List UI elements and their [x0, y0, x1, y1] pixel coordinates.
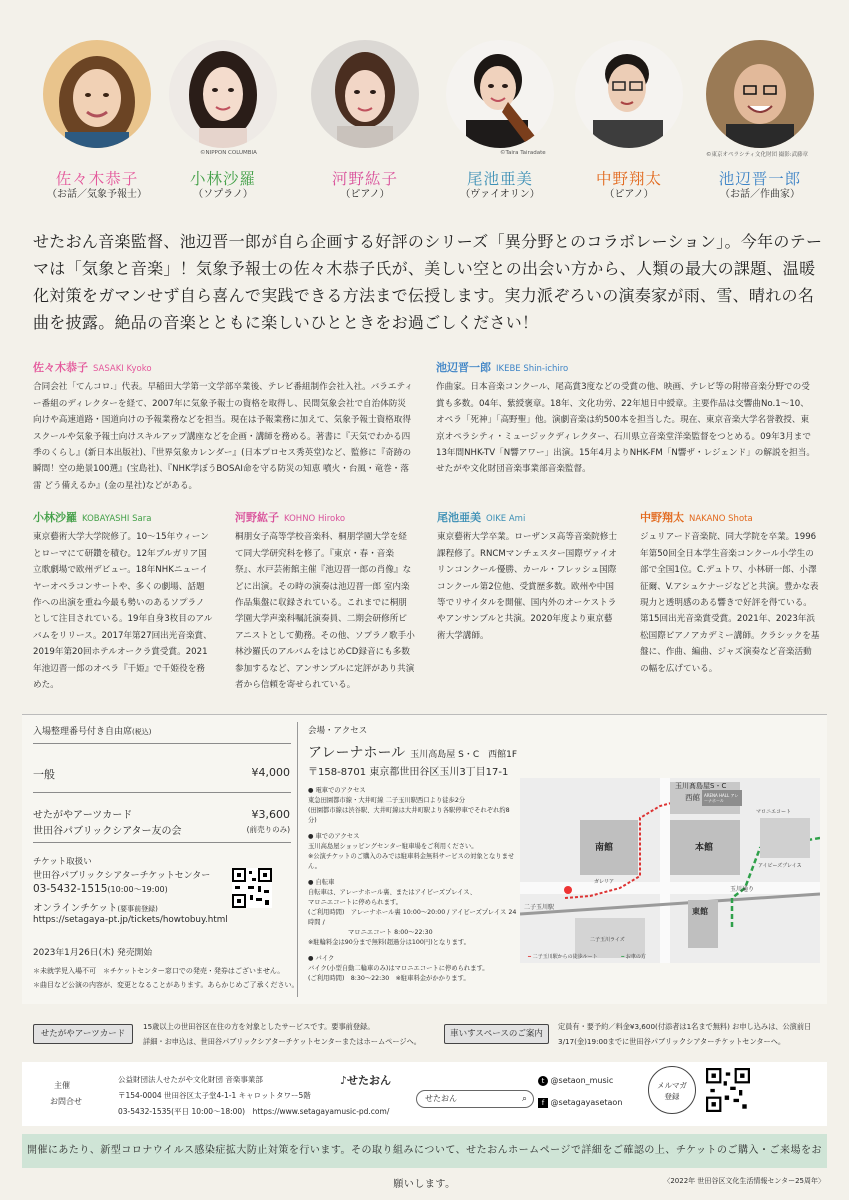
- wheelchair-text-2: 3/17(金)19:00までに世田谷パブリックシアターチケットセンターへ。: [558, 1037, 786, 1046]
- organizer-name: 公益財団法人せたがや文化財団 音楽事業部: [118, 1075, 263, 1084]
- ticket-rule-3: [33, 842, 291, 843]
- access-car-line-2: ※公演チケットのご購入のみでは駐車料金無料サービスの対象となりません。: [308, 853, 515, 870]
- map-ivys: [760, 818, 810, 858]
- facebook-handle: @setagayasetaon: [550, 1098, 623, 1107]
- bio-oike-roman: OIKE Ami: [486, 514, 526, 524]
- ticket-header-label: 入場整理番号付き自由席: [33, 727, 133, 737]
- bio-ikebe-text: 作曲家。日本音楽コンクール、尾高賞3度などの受賞の他、映画、テレビ等の附帯音楽分野での受賞も多数。04年、紫綬褒章。18年、文化功労、22年旭日中綬章。主要作品は交響曲No.1〜10、オペラ「死神」「高野聖」他。演劇音楽は約500本を担当した。現在、東京音楽大学名誉教授、東京オペラシティ・ミュージックディレクター、石川県立音楽堂洋楽監督をつとめる。09年3月まで13年間NHK-TV「N響アワー」出演。15年4月よりNHK-FM「N響ザ・レジェンド」の解説を担当。せたがや文化財団音楽事業部音楽監督。: [436, 382, 815, 475]
- map-label-tamagawa-dori: 玉川通り: [730, 886, 755, 893]
- access-car-line-1: 玉川高島屋ショッピングセンター駐車場をご利用ください。: [308, 843, 478, 850]
- ticket-url-link[interactable]: https://setagaya-pt.jp/tickets/howtobuy.html: [33, 915, 228, 925]
- ticket-phone-number[interactable]: 03-5432-1515: [33, 883, 108, 895]
- member-label-2: 世田谷パブリックシアター友の会: [33, 826, 182, 837]
- access-car-heading: ● 車でのアクセス: [308, 833, 360, 840]
- map-legend: [528, 953, 646, 960]
- footer-note: 〈2022年 世田谷区文化生活情報センター25周年〉: [663, 1177, 825, 1185]
- portrait-kohno: [311, 40, 419, 148]
- mailmag-label-2: 登録: [664, 1092, 680, 1101]
- access-train-line-1: 東急田園都市線・大井町線 二子玉川駅西口より徒歩2分: [308, 797, 466, 804]
- ticket-rule-2: [33, 792, 291, 793]
- map-label-arena: ARENA HALL アレーナホール: [704, 793, 739, 803]
- access-map: [520, 778, 820, 963]
- photo-credit-oike: ©Taira Tairadate: [500, 150, 546, 156]
- mailmag-label-1: メルマガ: [657, 1081, 687, 1090]
- mailmag-button[interactable]: [648, 1066, 696, 1114]
- bio-ikebe: [436, 360, 816, 478]
- performer-name-kobayashi: 小林沙羅: [189, 170, 256, 188]
- venue-hall-name: アレーナホール: [308, 745, 406, 761]
- twitter-icon: t: [538, 1076, 548, 1086]
- map-label-nishikan: 西館: [685, 793, 700, 802]
- bio-oike-name: 尾池亜美: [437, 511, 481, 524]
- arts-card-label: せたがやアーツカード: [33, 1024, 133, 1044]
- arts-card-text-1: 15歳以上の世田谷区在住の方を対象としたサービスです。要事前登録。: [143, 1022, 375, 1031]
- arts-card-text-2: 詳細・お申込は、世田谷パブリックシアターチケットセンターまたはホームページへ。: [143, 1037, 421, 1046]
- access-bike-line-5: ※駐輪料金は90分まで無料(超過分は100円)となります。: [308, 939, 470, 946]
- access-bike-line-3: (ご利用時間) アレーナホール裏 10:00〜20:00 / アイビーズプレイス 24時間 /: [308, 909, 517, 926]
- access-bike-line-2: マロニエコートに停められます。: [308, 899, 402, 906]
- performer-name-nakano: 中野翔太: [595, 170, 662, 188]
- portrait-nakano: [575, 40, 683, 148]
- map-label-marronnier: マロニエコート: [756, 809, 792, 815]
- ticket-header: [33, 724, 151, 737]
- map-label-east-building: 玉川髙島屋S・C: [675, 782, 727, 790]
- map-legend-walk: 二子玉川駅からの徒歩ルート: [532, 954, 598, 960]
- general-label: 一般: [33, 768, 55, 781]
- ticket-header-note: (税込): [132, 728, 152, 736]
- organizer-label-2: お問合せ: [50, 1097, 82, 1106]
- bio-nakano-text: ジュリアード音楽院、同大学院を卒業。1996年第50回全日本学生音楽コンクール小学生の部で全国1位。C.デュトワ、小林研一郎、小澤征爾、V.アシュケナージなどと共演。豊かな表現力と透明感のある響きで好評を得ている。第15回出光音楽賞受賞。2021年、2023年浜松国際ピアノアカデミー講師。クラシックを基盤に、作曲、編曲、ジャズ演奏など音楽活動の幅を広げている。: [640, 532, 820, 674]
- organizer-phone: [118, 1106, 389, 1117]
- ticket-phone-hours: (10:00〜19:00): [107, 885, 168, 894]
- access-bike-line-4: マロニエコート 8:00〜22:30: [348, 929, 433, 936]
- facebook-icon: f: [538, 1098, 548, 1108]
- online-ticket-note: (要事前登録): [117, 905, 158, 913]
- search-icon: ⌕: [521, 1094, 527, 1104]
- bio-kobayashi-name: 小林沙羅: [33, 511, 77, 524]
- performer-role-nakano: （ピアノ）: [604, 189, 654, 200]
- release-date: 2023年1月26日(木) 発売開始: [33, 948, 153, 958]
- music-note-icon: ♪: [340, 1074, 348, 1087]
- bio-nakano: [640, 510, 820, 677]
- member-price: ¥3,600: [251, 808, 290, 821]
- performer-role-sasaki: （お話／気象予報士）: [47, 189, 147, 200]
- photo-credit-kobayashi: ©NIPPON COLUMBIA: [200, 150, 257, 156]
- online-ticket: [33, 900, 158, 914]
- bio-sasaki-text: 合同会社「てんコロ.」代表。早稲田大学第一文学部卒業後、テレビ番組制作会社入社。バラエティー番組のディレクターを経て、2007年に気象予報士の資格を取得し、民間気象会社で自治体防災向けや高速道路・国道向けの予報業務などを担当。現在は予報業務に加えて、気象予報士資格取得スクールや気象予報士向けスキルアップ講座などを企画・講師を務める。著書に『天気でわかる四季のくらし』(新日本出版社)、『世界気象カレンダー』(日本プロセス秀英堂)など、監修に『奇跡の瞬間！空の絶景100選』(宝島社)、『NHK学ぼうBOSAI命を守る防災の知恵 噴火・台風・竜巻・落雷 どう備えるか』(金の星社)などがある。: [33, 382, 413, 491]
- map-label-ivys: アイビーズプレイス: [758, 863, 802, 869]
- bio-nakano-roman: NAKANO Shota: [689, 514, 753, 524]
- map-label-station: 二子玉川駅: [524, 904, 555, 911]
- map-legend-walk-line: ━: [528, 954, 533, 960]
- map-label-honkan: 本館: [695, 843, 714, 853]
- photo-credit-ikebe: ©東京オペラシティ文化財団 撮影:武藤章: [706, 152, 809, 158]
- setaon-logo-text: せたおん: [347, 1074, 392, 1087]
- organizer-address: 〒154-0004 世田谷区太子堂4-1-1 キャロットタワー5階: [118, 1091, 311, 1100]
- mailmag-qr-code[interactable]: [706, 1068, 750, 1112]
- wheelchair-text-1: 定員有・要予約／料金¥3,600(付添者は1名まで無料) お申し込みは、公演前日: [558, 1022, 812, 1031]
- ticket-rule-1: [33, 743, 291, 744]
- covid-notice-banner: 開催にあたり、新型コロナウイルス感染症拡大防止対策を行います。その取り組みについて、せたおんホームページで詳細をご確認の上、チケットのご購入・ご来場をお願いします。: [22, 1134, 827, 1168]
- wheelchair-label: 車いすスペースのご案内: [444, 1024, 549, 1044]
- bio-sasaki-roman: SASAKI Kyoko: [93, 364, 152, 374]
- bio-sasaki-name: 佐々木恭子: [33, 361, 88, 374]
- performer-name-kohno: 河野紘子: [331, 170, 398, 188]
- access-moto-heading: ● バイク: [308, 955, 335, 962]
- map-label-minamikan: 南館: [595, 843, 614, 853]
- bio-nakano-name: 中野翔太: [640, 511, 684, 524]
- portrait-kobayashi: [169, 40, 277, 148]
- twitter-link[interactable]: [538, 1076, 613, 1086]
- organizer-label-1: 主催: [54, 1081, 70, 1090]
- bio-kohno-roman: KOHNO Hiroko: [284, 514, 346, 524]
- map-label-rise: 二子玉川ライズ: [590, 937, 625, 943]
- setaon-logo: [340, 1072, 391, 1088]
- bio-kohno: [235, 510, 415, 693]
- venue-heading: 会場・アクセス: [308, 726, 368, 736]
- access-train-heading: ● 電車でのアクセス: [308, 787, 366, 794]
- member-label-1: せたがやアーツカード: [33, 810, 133, 821]
- organizer-web-link[interactable]: https://www.setagayamusic-pd.com/: [252, 1107, 390, 1116]
- bio-oike-text: 東京藝術大学卒業。ローザンヌ高等音楽院修士課程修了。RNCMマンチェスター国際ヴァイオリンコンクール優勝、カール・フレッシュ国際コンクール第2位他、受賞歴多数。欧州や中国等でリサイタルを開催、国内外のオーケストラやアンサンブルと共演。2020年度より東京藝術大学講師。: [437, 532, 617, 641]
- bio-kohno-text: 桐朋女子高等学校音楽科、桐朋学園大学を経て同大学研究科を修了。『東京・春・音楽祭』、水戸芸術館主催『池辺晋一郎の肖像』などに出演。その時の演奏は池辺晋一郎 室内楽作品集盤に収録されている。これまでに桐朋学園大学声楽科嘱託演奏員、二期会研修所ピアニストとして勤務。その他、ソプラノ歌手小林沙羅氏のアルバムをはじめCD録音にも多数参加するなど、アンサンブルに定評があり共演者から信頼を寄せられている。: [235, 532, 415, 691]
- performer-role-kohno: （ピアノ）: [340, 189, 390, 200]
- access-bike-line-1: 自転車は、アレーナホール裏、またはアイビーズプレイス、: [308, 889, 477, 896]
- member-note: (前売りのみ): [246, 825, 290, 834]
- bio-oike: [437, 510, 617, 644]
- access-train-line-2: (田園都市線は渋谷駅、大井町線は大井町駅より各駅停車でそれぞれ約8分): [308, 807, 510, 824]
- intro-text: せたおん音楽監督、池辺晋一郎が自ら企画する好評のシリーズ「異分野とのコラボレーション」。今年のテーマは「気象と音楽」！気象予報士の佐々木恭子氏が、美しい空との出会い方から、人類の最大の課題、温暖化対策をガマンせず自ら喜んで実践できる方法まで伝授します。実力派ぞろいの演奏家が雨、雪、晴れの名曲を披露。絶品の音楽とともに楽しいひとときをお過ごしください！: [33, 232, 823, 332]
- venue-address: 〒158-8701 東京都世田谷区玉川3丁目17-1: [308, 767, 509, 778]
- performer-name-oike: 尾池亜美: [466, 170, 533, 188]
- access-bike-heading: ● 自転車: [308, 879, 335, 886]
- panel-divider: [297, 722, 298, 997]
- portrait-oike: [446, 40, 554, 148]
- ticket-center-name: 世田谷パブリックシアターチケットセンター: [33, 871, 211, 881]
- general-price: ¥4,000: [251, 766, 290, 779]
- performer-role-kobayashi: （ソプラノ）: [193, 189, 253, 200]
- ticket-qr-code[interactable]: [232, 868, 272, 908]
- bio-sasaki: [33, 360, 413, 494]
- bio-ikebe-roman: IKEBE Shin-ichiro: [496, 364, 569, 374]
- ticket-handling-title: チケット取扱い: [33, 857, 92, 867]
- performer-name-ikebe: 池辺晋一郎: [718, 170, 802, 188]
- ticket-note-2: ＊曲目など公演の内容が、変更となることがあります。あらかじめご了承ください。: [33, 981, 299, 989]
- performer-role-oike: （ヴァイオリン）: [460, 189, 540, 200]
- bio-ikebe-name: 池辺晋一郎: [436, 361, 491, 374]
- facebook-link[interactable]: [538, 1098, 622, 1108]
- performer-role-ikebe: （お話／作曲家）: [720, 189, 800, 200]
- organizer-phone-number[interactable]: 03-5432-1535(平日 10:00〜18:00): [118, 1107, 246, 1116]
- map-label-higashikan: 東館: [692, 907, 708, 916]
- bio-kobayashi-roman: KOBAYASHI Sara: [82, 514, 152, 524]
- access-moto-line-2: (ご利用時間) 8:30〜22:30 ※駐車料金がかかります。: [308, 975, 470, 982]
- ticket-note-1: ＊未就学児入場不可 ＊チケットセンター窓口での発売・発券はございません。: [33, 967, 285, 975]
- bio-kohno-name: 河野紘子: [235, 511, 279, 524]
- venue-hall-sub: 玉川高島屋 S・C 西館1F: [410, 750, 518, 760]
- performer-name-sasaki: 佐々木恭子: [55, 170, 139, 188]
- twitter-handle: @setaon_music: [550, 1076, 614, 1085]
- bio-kobayashi: [33, 510, 213, 693]
- portrait-sasaki: [43, 40, 151, 148]
- map-legend-car-line: ━: [621, 954, 626, 960]
- bio-kobayashi-text: 東京藝術大学大学院修了。10〜15年ウィーンとローマにて研鑽を積む。12年ブルガリア国立歌劇場で欧州デビュー。18年NHKニューイヤーオペラコンサートや、多くの劇場、話題作への出演を重ね今最も勢いのあるソプラノとして注目されている。19年自身3枚目のアルバムをリリース。2017年第27回出光音楽賞、2019年第20回ホテルオークラ賞受賞。2021年池辺晋一郎のオペラ『千姫』で千姫役を務めた。: [33, 532, 213, 691]
- portrait-ikebe: [706, 40, 814, 148]
- map-label-plaza: ガレリア: [594, 879, 615, 885]
- online-ticket-label: オンラインチケット: [33, 903, 118, 914]
- map-legend-car: お車の方: [625, 954, 646, 960]
- ticket-phone: [33, 883, 168, 895]
- venue-hall: [308, 742, 517, 762]
- search-box[interactable]: [416, 1090, 534, 1108]
- search-box-text: せたおん: [425, 1094, 457, 1103]
- access-train: [308, 786, 518, 984]
- access-moto-line-1: バイク(小型自動二輪車のみ)はマロニエコートに停められます。: [308, 965, 489, 972]
